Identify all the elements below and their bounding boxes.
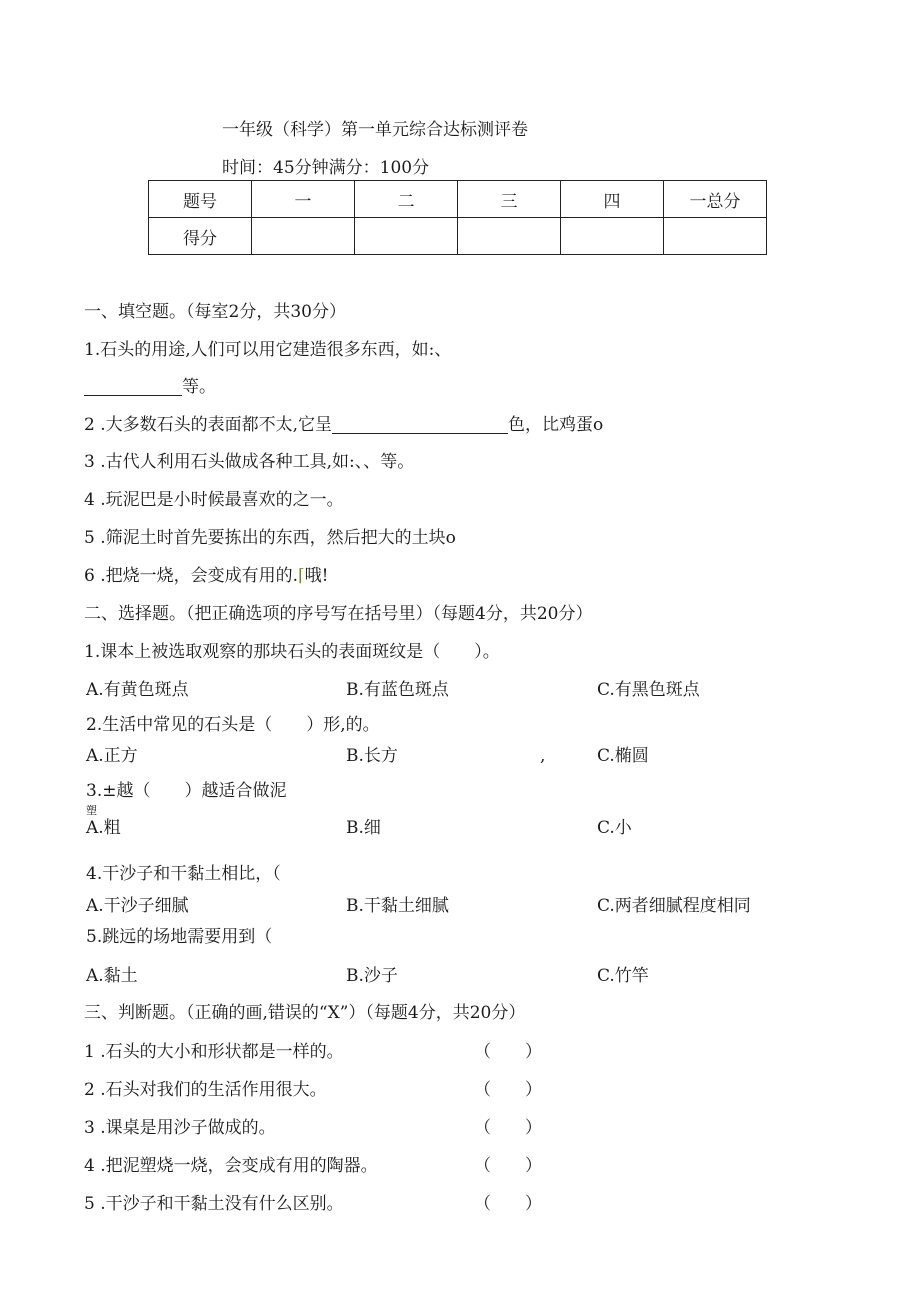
stray-comma: , [540,746,546,766]
score-table [148,180,767,255]
judge-question: 1 .石头的大小和形状都是一样的。 [84,1042,344,1062]
choice-option[interactable]: B.细 [346,818,381,838]
text-cursor-mark: ⌈ [298,566,305,586]
section-heading: 三、判断题。（正确的画,错误的“X”）（每题4分，共20分） [84,1003,526,1023]
choice-option[interactable]: A.干沙子细腻 [86,896,189,916]
score-table-score-row [149,218,767,255]
fill-question-1-cont [84,378,216,396]
question-text: 2 .大多数石头的表面都不太,它呈 [84,415,333,435]
score-table-cell: 一 [252,181,355,218]
section-heading: 二、选择题。（把正确选项的序号写在括号里）（每题4分，共20分） [84,604,593,624]
choice-option[interactable]: C.有黑色斑点 [597,680,700,700]
choice-question-4: 4.干沙子和干黏土相比，（ [86,864,281,884]
score-entry-cell[interactable] [664,218,767,255]
fill-question-2 [84,416,603,434]
question-text: 6 .把烧一烧，会变成有用的. [84,566,299,586]
answer-blank[interactable] [332,416,508,434]
choice-option[interactable]: C.两者细腻程度相同 [597,896,751,916]
choice-question-3: 3.±越（ ）越适合做泥 [86,781,287,801]
answer-parentheses[interactable]: （ ） [474,1042,542,1062]
score-table-cell: 题号 [149,181,252,218]
choice-question-2: 2.生活中常见的石头是（ ）形,的。 [86,715,380,735]
fill-question-4: 4 .玩泥巴是小时候最喜欢的之一。 [84,490,344,510]
choice-option[interactable]: A.黏土 [86,966,138,986]
score-table-cell: 一总分 [664,181,767,218]
score-entry-cell[interactable] [355,218,458,255]
score-table-cell: 三 [458,181,561,218]
judge-question: 5 .干沙子和干黏土没有什么区别。 [84,1194,344,1214]
score-table-cell: 得分 [149,218,252,255]
answer-parentheses[interactable]: （ ） [474,1118,542,1138]
judge-question: 3 .课桌是用沙子做成的。 [84,1118,276,1138]
answer-parentheses[interactable]: （ ） [474,1194,542,1214]
score-table-cell: 二 [355,181,458,218]
choice-option[interactable]: C.小 [597,818,632,838]
choice-option[interactable]: A.粗 [86,818,121,838]
choice-option[interactable]: A.有黄色斑点 [86,680,189,700]
answer-blank[interactable] [84,378,182,396]
choice-option[interactable]: C.竹竿 [597,966,649,986]
fill-question-5: 5 .筛泥土时首先要拣出的东西，然后把大的土块o [84,528,456,548]
choice-question-5: 5.跳远的场地需要用到（ [86,927,273,947]
fill-question-1: 1.石头的用途,人们可以用它建造很多东西，如:、 [84,340,452,360]
choice-question-3-overflow: 塑 [86,804,97,817]
question-text: 等。 [182,377,216,397]
choice-option[interactable]: B.沙子 [346,966,398,986]
fill-question-3: 3 .古代人利用石头做成各种工具,如:、、等。 [84,452,415,472]
choice-option[interactable]: B.干黏土细腻 [346,896,449,916]
exam-time-and-score: 时间：45分钟满分：100分 [222,158,430,178]
choice-option[interactable]: B.有蓝色斑点 [346,680,449,700]
choice-question-1: 1.课本上被选取观察的那块石头的表面斑纹是（ ）。 [84,642,500,662]
judge-question: 2 .石头对我们的生活作用很大。 [84,1080,327,1100]
score-table-header-row [149,181,767,218]
question-text: 色，比鸡蛋o [508,415,604,435]
question-text: 哦! [304,566,329,586]
score-entry-cell[interactable] [252,218,355,255]
answer-parentheses[interactable]: （ ） [474,1080,542,1100]
page-title: 一年级（科学）第一单元综合达标测评卷 [222,120,528,140]
answer-parentheses[interactable]: （ ） [474,1156,542,1176]
choice-option[interactable]: B.长方 [346,746,398,766]
score-table-cell: 四 [561,181,664,218]
choice-option[interactable]: A.正方 [86,746,138,766]
judge-question: 4 .把泥塑烧一烧，会变成有用的陶器。 [84,1156,378,1176]
choice-option[interactable]: C.椭圆 [597,746,649,766]
score-entry-cell[interactable] [561,218,664,255]
fill-question-6 [84,568,329,585]
score-entry-cell[interactable] [458,218,561,255]
section-heading: 一、填空题。（每室2分，共30分） [84,302,346,322]
